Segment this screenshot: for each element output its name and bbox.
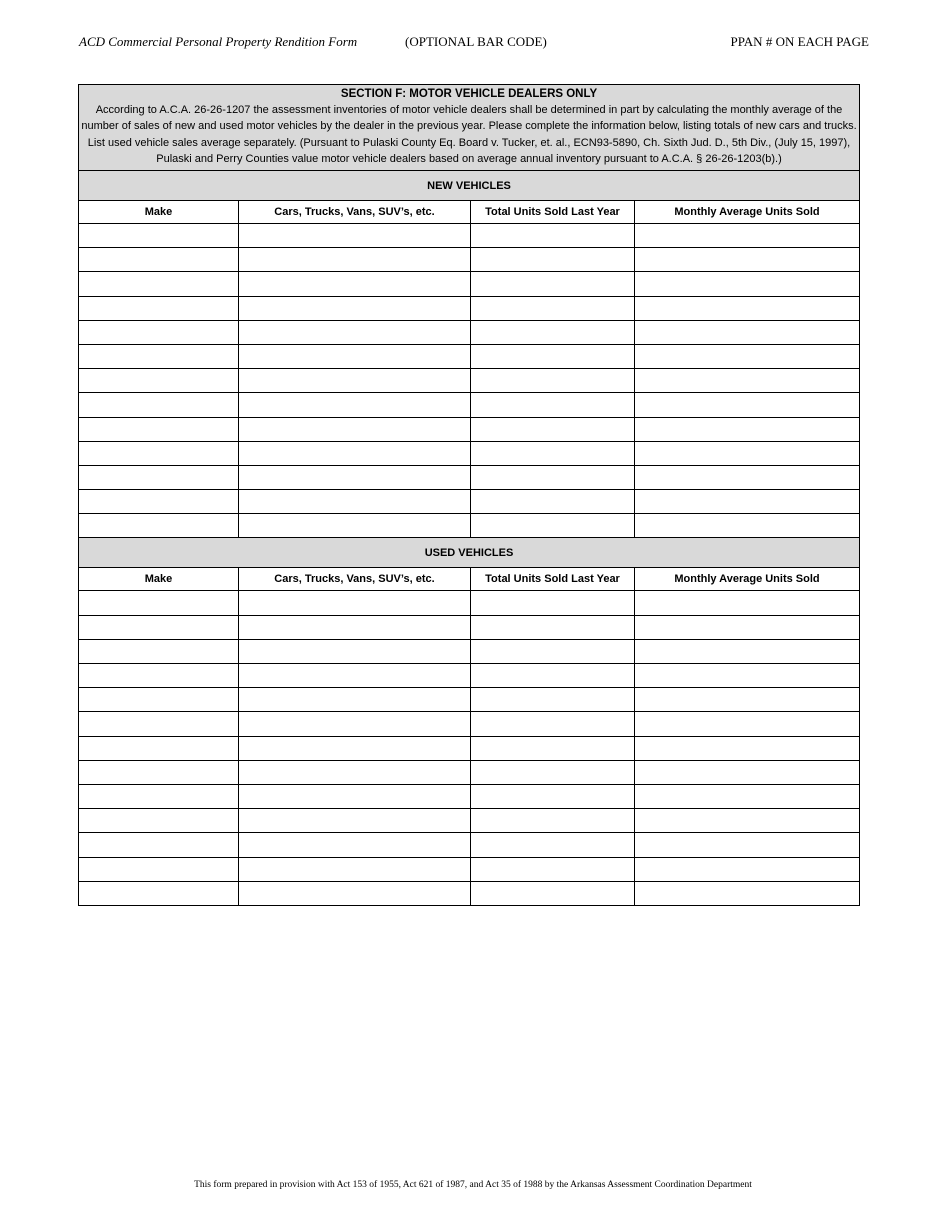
- used-vehicle-monthly-average-cell[interactable]: [635, 881, 860, 905]
- new-vehicle-table-row: [79, 320, 860, 344]
- used-vehicle-vehicle-type-cell[interactable]: [239, 809, 471, 833]
- new-vehicle-monthly-average-cell[interactable]: [635, 248, 860, 272]
- new-vehicle-make-cell[interactable]: [79, 224, 239, 248]
- new-vehicle-total-units-cell[interactable]: [471, 393, 635, 417]
- new-vehicle-total-units-cell[interactable]: [471, 465, 635, 489]
- new-vehicle-monthly-average-cell[interactable]: [635, 272, 860, 296]
- used-vehicle-vehicle-type-cell[interactable]: [239, 712, 471, 736]
- new-vehicles-heading: NEW VEHICLES: [79, 171, 860, 201]
- used-vehicle-total-units-cell[interactable]: [471, 591, 635, 615]
- new-vehicles-column-header: [79, 201, 860, 224]
- new-vehicle-total-units-cell[interactable]: [471, 224, 635, 248]
- used-vehicle-make-cell[interactable]: [79, 809, 239, 833]
- new-vehicle-vehicle-type-cell[interactable]: [239, 490, 471, 514]
- used-vehicle-make-cell[interactable]: [79, 833, 239, 857]
- used-vehicle-monthly-average-cell[interactable]: [635, 615, 860, 639]
- used-vehicle-vehicle-type-cell[interactable]: [239, 688, 471, 712]
- form-title: ACD Commercial Personal Property Rendition Form: [79, 34, 358, 49]
- used-vehicle-monthly-average-cell[interactable]: [635, 639, 860, 663]
- used-vehicle-make-cell[interactable]: [79, 881, 239, 905]
- used-vehicle-table-row: [79, 615, 860, 639]
- used-vehicle-monthly-average-cell[interactable]: [635, 688, 860, 712]
- new-vehicle-make-cell[interactable]: [79, 320, 239, 344]
- used-vehicle-monthly-average-cell[interactable]: [635, 664, 860, 688]
- new-vehicle-monthly-average-cell[interactable]: [635, 224, 860, 248]
- new-vehicle-vehicle-type-cell[interactable]: [239, 248, 471, 272]
- used-vehicle-total-units-cell[interactable]: [471, 881, 635, 905]
- new-vehicle-make-cell[interactable]: [79, 490, 239, 514]
- new-vehicle-table-row: [79, 465, 860, 489]
- used-vehicles-heading: USED VEHICLES: [79, 538, 860, 568]
- used-vehicle-table-row: [79, 809, 860, 833]
- used-vehicle-vehicle-type-cell[interactable]: [239, 639, 471, 663]
- used-vehicle-table-row: [79, 736, 860, 760]
- new-vehicle-table-row: [79, 369, 860, 393]
- used-vehicle-monthly-average-cell[interactable]: [635, 736, 860, 760]
- ppan-label: PPAN # ON EACH PAGE: [730, 34, 869, 49]
- used-vehicle-vehicle-type-cell[interactable]: [239, 833, 471, 857]
- used-vehicle-vehicle-type-cell[interactable]: [239, 760, 471, 784]
- new-vehicle-table-row: [79, 272, 860, 296]
- used-vehicle-table-row: [79, 664, 860, 688]
- new-vehicle-table-row: [79, 514, 860, 538]
- column-header-monthly-average: Monthly Average Units Sold: [635, 568, 860, 591]
- new-vehicle-vehicle-type-cell[interactable]: [239, 369, 471, 393]
- section-description: According to A.C.A. 26-26-1207 the assessment inventories of motor vehicle dealers shall be determined in part by calculating the monthly average of the number of sales of new and used motor vehicles by the dealer in the previous year. Please complete the information below, listing totals of new cars and trucks. List used vehicle sales average separately. (Pursuant to Pulaski County Eq. Board v. Tucker, et. al., ECN93-5890, Ch. Sixth Jud. D., 5th Div., (July 15, 1997), Pulaski and Perry Counties value motor vehicle dealers based on average annual inventory pursuant to A.C.A. § 26-26-1203(b).): [81, 104, 857, 165]
- used-vehicle-table-row: [79, 712, 860, 736]
- new-vehicle-vehicle-type-cell[interactable]: [239, 272, 471, 296]
- used-vehicle-monthly-average-cell[interactable]: [635, 809, 860, 833]
- new-vehicle-make-cell[interactable]: [79, 514, 239, 538]
- new-vehicle-make-cell[interactable]: [79, 344, 239, 368]
- new-vehicle-table-row: [79, 393, 860, 417]
- column-header-make: Make: [79, 201, 239, 224]
- new-vehicle-monthly-average-cell[interactable]: [635, 369, 860, 393]
- new-vehicle-make-cell[interactable]: [79, 272, 239, 296]
- footer-note: This form prepared in provision with Act 153 of 1955, Act 621 of 1987, and Act 35 of 1988 by the Arkansas Assessment Coordination Department: [194, 1180, 752, 1190]
- used-vehicle-monthly-average-cell[interactable]: [635, 833, 860, 857]
- used-vehicle-monthly-average-cell[interactable]: [635, 591, 860, 615]
- new-vehicle-total-units-cell[interactable]: [471, 514, 635, 538]
- used-vehicle-monthly-average-cell[interactable]: [635, 784, 860, 808]
- new-vehicle-vehicle-type-cell[interactable]: [239, 514, 471, 538]
- new-vehicle-total-units-cell[interactable]: [471, 344, 635, 368]
- used-vehicle-make-cell[interactable]: [79, 760, 239, 784]
- used-vehicle-vehicle-type-cell[interactable]: [239, 736, 471, 760]
- used-vehicle-vehicle-type-cell[interactable]: [239, 857, 471, 881]
- used-vehicle-total-units-cell[interactable]: [471, 664, 635, 688]
- new-vehicle-monthly-average-cell[interactable]: [635, 441, 860, 465]
- new-vehicle-vehicle-type-cell[interactable]: [239, 320, 471, 344]
- used-vehicle-total-units-cell[interactable]: [471, 615, 635, 639]
- used-vehicle-table-row: [79, 784, 860, 808]
- used-vehicle-table-row: [79, 688, 860, 712]
- used-vehicle-total-units-cell[interactable]: [471, 760, 635, 784]
- new-vehicle-total-units-cell[interactable]: [471, 296, 635, 320]
- new-vehicle-make-cell[interactable]: [79, 465, 239, 489]
- new-vehicle-total-units-cell[interactable]: [471, 417, 635, 441]
- used-vehicle-table-row: [79, 881, 860, 905]
- column-header-total-units: Total Units Sold Last Year: [471, 568, 635, 591]
- new-vehicle-table-row: [79, 296, 860, 320]
- new-vehicle-total-units-cell[interactable]: [471, 490, 635, 514]
- used-vehicle-make-cell[interactable]: [79, 639, 239, 663]
- column-header-make: Make: [79, 568, 239, 591]
- new-vehicle-vehicle-type-cell[interactable]: [239, 296, 471, 320]
- used-vehicle-make-cell[interactable]: [79, 688, 239, 712]
- column-header-total-units: Total Units Sold Last Year: [471, 201, 635, 224]
- new-vehicle-vehicle-type-cell[interactable]: [239, 441, 471, 465]
- used-vehicle-make-cell[interactable]: [79, 664, 239, 688]
- new-vehicle-table-row: [79, 417, 860, 441]
- new-vehicle-make-cell[interactable]: [79, 369, 239, 393]
- used-vehicle-table-row: [79, 857, 860, 881]
- new-vehicle-total-units-cell[interactable]: [471, 248, 635, 272]
- new-vehicle-monthly-average-cell[interactable]: [635, 393, 860, 417]
- new-vehicle-total-units-cell[interactable]: [471, 369, 635, 393]
- new-vehicle-total-units-cell[interactable]: [471, 441, 635, 465]
- column-header-vehicle-type: Cars, Trucks, Vans, SUV’s, etc.: [239, 568, 471, 591]
- used-vehicle-total-units-cell[interactable]: [471, 809, 635, 833]
- used-vehicle-make-cell[interactable]: [79, 591, 239, 615]
- new-vehicle-table-row: [79, 224, 860, 248]
- used-vehicle-monthly-average-cell[interactable]: [635, 712, 860, 736]
- column-header-vehicle-type: Cars, Trucks, Vans, SUV’s, etc.: [239, 201, 471, 224]
- new-vehicle-vehicle-type-cell[interactable]: [239, 344, 471, 368]
- used-vehicle-table-row: [79, 760, 860, 784]
- new-vehicle-monthly-average-cell[interactable]: [635, 514, 860, 538]
- used-vehicle-make-cell[interactable]: [79, 736, 239, 760]
- new-vehicle-make-cell[interactable]: [79, 296, 239, 320]
- used-vehicle-total-units-cell[interactable]: [471, 712, 635, 736]
- new-vehicle-monthly-average-cell[interactable]: [635, 344, 860, 368]
- used-vehicle-make-cell[interactable]: [79, 857, 239, 881]
- column-header-monthly-average: Monthly Average Units Sold: [635, 201, 860, 224]
- used-vehicle-vehicle-type-cell[interactable]: [239, 615, 471, 639]
- new-vehicle-monthly-average-cell[interactable]: [635, 417, 860, 441]
- new-vehicle-table-row: [79, 441, 860, 465]
- new-vehicle-vehicle-type-cell[interactable]: [239, 393, 471, 417]
- new-vehicle-monthly-average-cell[interactable]: [635, 490, 860, 514]
- section-title: SECTION F: MOTOR VEHICLE DEALERS ONLY: [340, 88, 598, 100]
- new-vehicle-table-row: [79, 344, 860, 368]
- new-vehicle-vehicle-type-cell[interactable]: [239, 465, 471, 489]
- used-vehicle-vehicle-type-cell[interactable]: [239, 784, 471, 808]
- new-vehicle-total-units-cell[interactable]: [471, 272, 635, 296]
- used-vehicle-total-units-cell[interactable]: [471, 857, 635, 881]
- used-vehicle-total-units-cell[interactable]: [471, 688, 635, 712]
- new-vehicle-vehicle-type-cell[interactable]: [239, 417, 471, 441]
- bar-code-placeholder: (OPTIONAL BAR CODE): [405, 34, 547, 49]
- used-vehicle-vehicle-type-cell[interactable]: [239, 664, 471, 688]
- used-vehicle-total-units-cell[interactable]: [471, 736, 635, 760]
- used-vehicle-vehicle-type-cell[interactable]: [239, 881, 471, 905]
- used-vehicle-make-cell[interactable]: [79, 712, 239, 736]
- used-vehicle-table-row: [79, 591, 860, 615]
- used-vehicle-vehicle-type-cell[interactable]: [239, 591, 471, 615]
- used-vehicle-table-row: [79, 639, 860, 663]
- new-vehicle-make-cell[interactable]: [79, 441, 239, 465]
- motor-vehicle-dealer-table: [78, 84, 860, 906]
- section-intro: [79, 85, 860, 171]
- new-vehicle-total-units-cell[interactable]: [471, 320, 635, 344]
- used-vehicle-table-row: [79, 833, 860, 857]
- new-vehicle-make-cell[interactable]: [79, 248, 239, 272]
- used-vehicles-column-header: [79, 568, 860, 591]
- new-vehicle-monthly-average-cell[interactable]: [635, 320, 860, 344]
- new-vehicle-make-cell[interactable]: [79, 393, 239, 417]
- new-vehicle-table-row: [79, 248, 860, 272]
- used-vehicle-total-units-cell[interactable]: [471, 639, 635, 663]
- new-vehicle-monthly-average-cell[interactable]: [635, 296, 860, 320]
- new-vehicle-vehicle-type-cell[interactable]: [239, 224, 471, 248]
- used-vehicle-total-units-cell[interactable]: [471, 784, 635, 808]
- used-vehicle-monthly-average-cell[interactable]: [635, 857, 860, 881]
- used-vehicle-make-cell[interactable]: [79, 615, 239, 639]
- used-vehicle-total-units-cell[interactable]: [471, 833, 635, 857]
- used-vehicle-monthly-average-cell[interactable]: [635, 760, 860, 784]
- new-vehicle-monthly-average-cell[interactable]: [635, 465, 860, 489]
- new-vehicle-make-cell[interactable]: [79, 417, 239, 441]
- new-vehicle-table-row: [79, 490, 860, 514]
- used-vehicle-make-cell[interactable]: [79, 784, 239, 808]
